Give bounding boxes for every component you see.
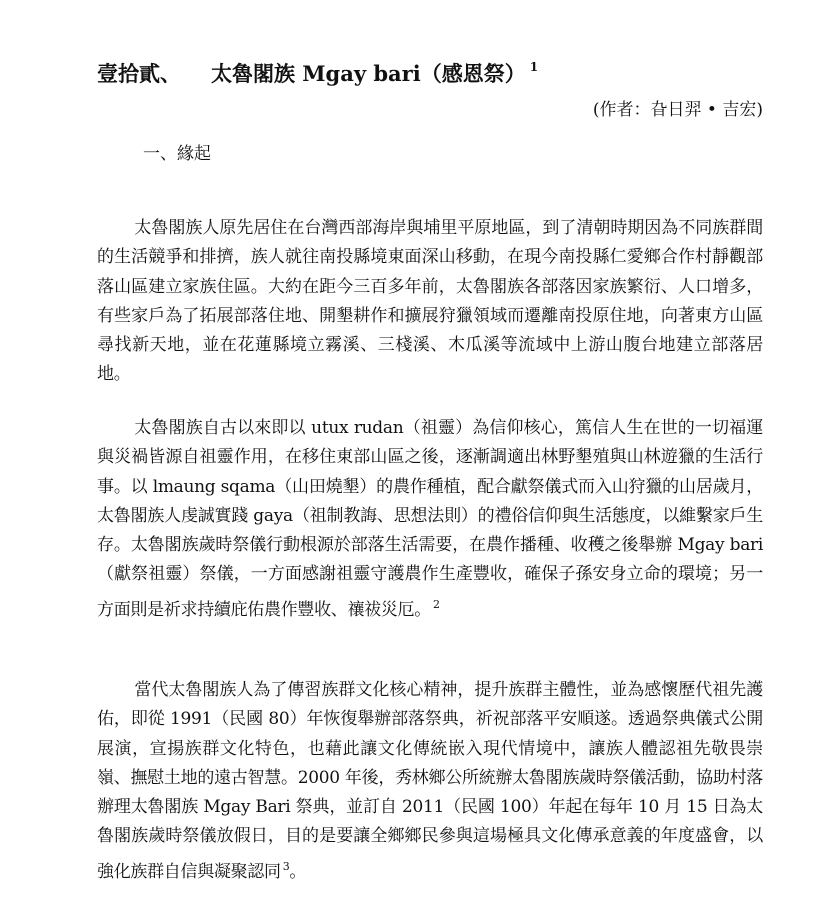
paragraph-ending: 。 (289, 861, 307, 882)
chapter-title-text: 太魯閣族 Mgay bari（感恩祭） (211, 61, 526, 86)
paragraph-1 (97, 214, 763, 390)
paragraph-text: 當代太魯閣族人為了傳習族群文化核心精神，提升族群主體性，並為感懷歷代祖先護佑，即從 1991（民國 80）年恢復舉辦部落祭典，祈祝部落平安順遂。透過祭典儀式公開展演，宣揚族群文化特色，也藉此讓文化傳統嵌入現代情境中，讓族人體認祖先敬畏崇嶺、撫慰土地的遠古智慧。2000 年後，秀林鄉公所統辦太魯閣族歲時祭儀活動，協助村落辦理太魯閣族 Mgay Bari 祭典，並訂自 2011（民國 100）年起在每年 10 月 15 日為太魯閣族歲時祭儀放假日，目的是要讓全鄉鄉民參與這場極具文化傳承意義的年度盛會，以強化族群自信與凝聚認同 (97, 680, 763, 882)
title-footnote-ref[interactable]: 1 (529, 60, 539, 74)
author-line: (作者：旮日羿 • 吉宏) (592, 100, 763, 120)
footnote-ref-3[interactable]: 3 (282, 859, 290, 873)
section-heading: 一、緣起 (143, 144, 211, 164)
paragraph-2 (97, 414, 763, 625)
chapter-title (97, 52, 538, 89)
chapter-number: 壹拾貳、 (97, 61, 181, 86)
footnote-ref-2[interactable]: 2 (433, 597, 440, 611)
paragraph-text: 太魯閣族自古以來即以 utux rudan（祖靈）為信仰核心，篤信人生在世的一切福運與災禍皆源自祖靈作用，在移住東部山區之後，逐漸調適出林野墾殖與山林遊獵的生活行事。以 lmaung sqama（山田燒墾）的農作種植，配合獻祭儀式而入山狩獵的山居歲月，太魯閣族人虔誠實踐 gaya（祖制教誨、思想法則）的禮俗信仰與生活態度，以維繫家戶生存。太魯閣族歲時祭儀行動根源於部落生活需要，在農作播種、收穫之後舉辦 Mgay bari（獻祭祖靈）祭儀，一方面感謝祖靈守護農作生產豐收，確保子孫安身立命的環境；另一方面則是祈求持續庇佑農作豐收、禳祓災厄。 (97, 418, 763, 620)
paragraph-text: 太魯閣族人原先居住在台灣西部海岸與埔里平原地區，到了清朝時期因為不同族群間的生活競爭和排擠，族人就往南投縣境東面深山移動，在現今南投縣仁愛鄉合作村靜觀部落山區建立家族住區。大約在距今三百多年前，太魯閣族各部落因家族繁衍、人口增多，有些家戶為了拓展部落住地、開墾耕作和擴展狩獵領域而遷離南投原住地，向著東方山區尋找新天地，並在花蓮縣境立霧溪、三棧溪、木瓜溪等流域中上游山腹台地建立部落居地。 (97, 218, 763, 385)
paragraph-3 (97, 676, 763, 887)
